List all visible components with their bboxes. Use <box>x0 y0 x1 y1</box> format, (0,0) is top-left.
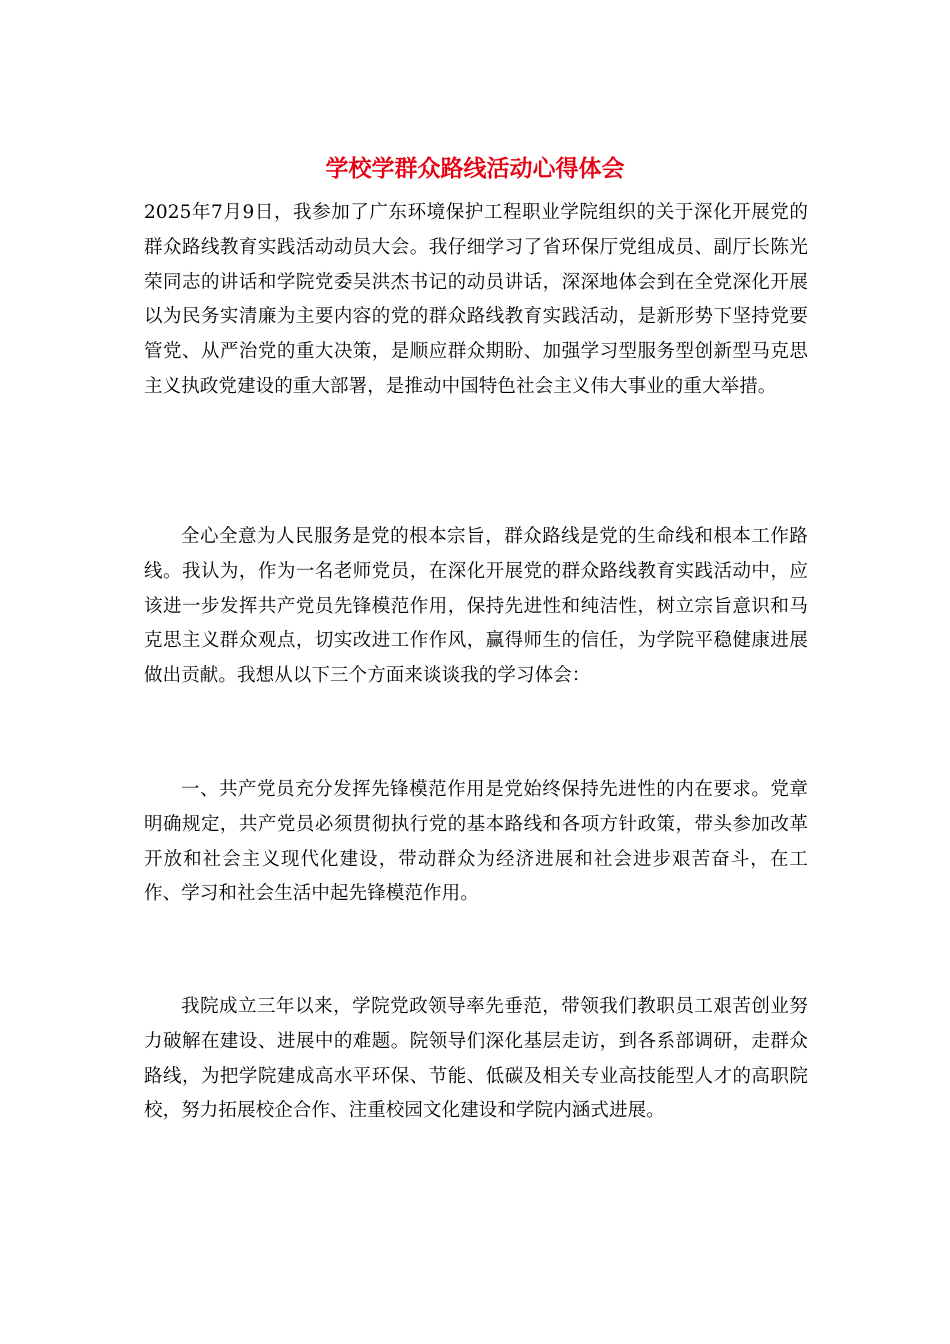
document-title: 学校学群众路线活动心得体会 <box>325 156 625 182</box>
paragraph-2: 全心全意为人民服务是党的根本宗旨，群众路线是党的生命线和根本工作路线。我认为，作为一名老师党员，在深化开展党的群众路线教育实践活动中，应该进一步发挥共产党员先锋模范作用，保持先进性和纯洁性，树立宗旨意识和马克思主义群众观点，切实改进工作作风，赢得师生的信任，为学院平稳健康进展做出贡献。我想从以下三个方面来谈谈我的学习体会： <box>144 526 808 687</box>
paragraph-1: 2025年7月9日，我参加了广东环境保护工程职业学院组织的关于深化开展党的群众路线教育实践活动动员大会。我仔细学习了省环保厅党组成员、副厅长陈光荣同志的讲话和学院党委吴洪杰书记的动员讲话，深深地体会到在全党深化开展以为民务实清廉为主要内容的党的群众路线教育实践活动，是新形势下坚持党要管党、从严治党的重大决策，是顺应群众期盼、加强学习型服务型创新型马克思主义执政党建设的重大部署，是推动中国特色社会主义伟大事业的重大举措。 <box>144 202 808 397</box>
paragraph-3: 一、共产党员充分发挥先锋模范作用是党始终保持先进性的内在要求。党章明确规定，共产党员必须贯彻执行党的基本路线和各项方针政策，带头参加改革开放和社会主义现代化建设，带动群众为经济进展和社会进步艰苦奋斗，在工作、学习和社会生活中起先锋模范作用。 <box>144 779 808 905</box>
paragraph-4: 我院成立三年以来，学院党政领导率先垂范，带领我们教职员工艰苦创业努力破解在建设、进展中的难题。院领导们深化基层走访，到各系部调研，走群众路线，为把学院建成高水平环保、节能、低碳及相关专业高技能型人才的高职院校，努力拓展校企合作、注重校园文化建设和学院内涵式进展。 <box>144 996 808 1122</box>
